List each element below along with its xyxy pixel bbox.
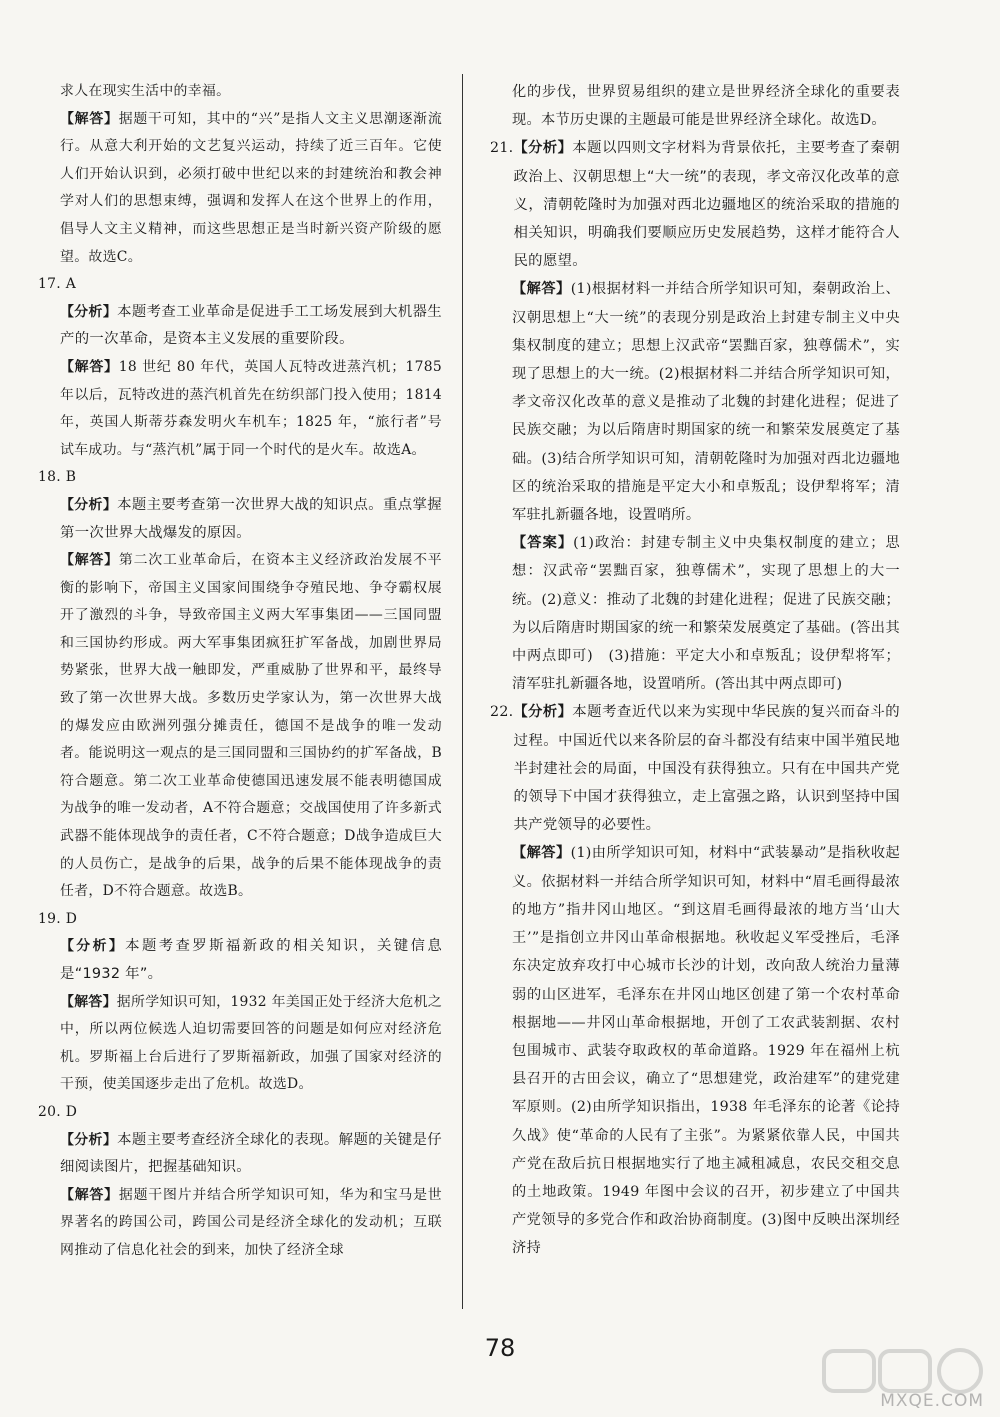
analysis-text: 本题考查工业革命是促进手工工场发展到大机器生产的一次革命，是资本主义发展的重要阶段。: [60, 303, 442, 348]
analysis-label: 【分析】: [513, 704, 573, 721]
answer-text: 第二次工业革命后，在资本主义经济政治发展不平衡的影响下，帝国主义国家间围绕争夺殖民地、争夺霸权展开了激烈的斗争，导致帝国主义两大军事集团——三国同盟和三国协约形成。两大军事集团疯狂扩军备战，加剧世界局势紧张，世界大战一触即发，严重威胁了世界和平，最终导致了第一次世界大战。多数历史学家认为，第一次世界大战的爆发应由欧洲列强分摊责任，德国不是战争的唯一发动者。能说明这一观点的是三国同盟和三国协约的扩军备战，B符合题意。第二次工业革命使德国迅速发展不能表明德国成为战争的唯一发动者，A不符合题意；交战国使用了许多新式武器不能体现战争的责任者，C不符合题意；D战争造成巨大的人员伤亡，是战争的后果，战争的后果不能体现战争的责任者，D不符合题意。故选B。: [60, 552, 443, 900]
answer-text: (1)由所学知识可知，材料中“武装暴动”是指秋收起义。依据材料一并结合所学知识可知，材料中“眉毛画得最浓的地方”指井冈山地区。“到这眉毛画得最浓的地方当‘山大王’”是指创立井冈山革命根据地。秋收起义军受挫后，毛泽东决定放弃攻打中心城市长沙的计划，改向敌人统治力量薄弱的山区进军，毛泽东在井冈山地区创建了第一个农村革命根据地——井冈山革命根据地，开创了工农武装割据、农村包围城市、武装夺取政权的革命道路。1929 年在福州上杭县召开的古田会议，确立了“思想建党，政治建军”的建党建军原则。(2)由所学知识指出，1938 年毛泽东的论著《论持久战》使“革命的人民有了主张”。为紧紧依靠人民，中国共产党在敌后抗日根据地实行了地主减租减息，农民交租交息的土地政策。1949 年图中会议的召开，初步建立了中国共产党领导的多党合作和政治协商制度。(3)图中反映出深圳经济持: [512, 845, 901, 1257]
analysis-text: 本题考查罗斯福新政的相关知识，关键信息是“1932 年”。: [60, 938, 443, 982]
answer-text: (1)政治：封建专制主义中央集权制度的建立；思想：汉武帝“罢黜百家，独尊儒术”，实现了思想上的大一统。(2)意义：推动了北魏的封建化进程；促进了民族交融；为以后隋唐时期国家的统一和繁荣发展奠定了基础。(答出其中两点即可) (3)措施：平定大小和卓叛乱；设伊犁将军；清军驻扎新疆各地，设置哨所。(答出其中两点即可): [512, 535, 901, 693]
question-number: 22.: [490, 704, 514, 721]
question-number: 19. D: [38, 910, 78, 927]
analysis-label: 【分析】: [60, 303, 118, 320]
answer-label: 【答案】: [512, 535, 574, 552]
answer-text: 据题干可知，其中的“兴”是指人文主义思潮逐渐流行。从意大利开始的文艺复兴运动，持续了近三百年。它使人们开始认识到，必须打破中世纪以来的封建统治和教会神学对人们的思想束缚，强调和发挥人在这个世界上的作用，倡导人文主义精神，而这些思想正是当时新兴资产阶级的愿望。故选C。: [60, 110, 443, 265]
page-number: 78: [484, 1334, 516, 1362]
analysis-paragraph: [513, 134, 900, 275]
analysis-label: 【分析】: [60, 938, 126, 955]
answer-label: 【解答】: [512, 845, 571, 862]
left-column: [38, 78, 442, 1265]
answer-paragraph: 求人在现实生活中的幸福。: [60, 83, 231, 99]
question-number: 20. D: [38, 1103, 78, 1120]
answer-paragraph: [38, 989, 442, 1099]
analysis-label: 【分析】: [60, 1131, 118, 1148]
analysis-label: 【分析】: [513, 140, 573, 157]
question-analysis-row: [490, 698, 900, 839]
answer-text: (1)根据材料一并结合所学知识可知，秦朝政治上、汉朝思想上“大一统”的表现分别是政治上封建专制主义中央集权制度的建立；思想上汉武帝“罢黜百家，独尊儒术”，实现了思想上的大一统。(2)根据材料二并结合所学知识可知，孝文帝汉化改革的意义是推动了北魏的封建化进程；促进了民族交融；为以后隋唐时期国家的统一和繁荣发展奠定了基础。(3)结合所学知识可知，清朝乾隆时为加强对西北边疆地区的统治采取的措施是平定大小和卓叛乱；设伊犁将军；清军驻扎新疆各地，设置哨所。: [512, 281, 900, 524]
question-number: 18. B: [38, 469, 77, 486]
answer-label: 【解答】: [60, 993, 117, 1010]
answer-label: 【解答】: [60, 358, 119, 375]
answer-label: 【解答】: [512, 281, 571, 298]
analysis-text: 本题以四则文字材料为背景依托，主要考查了秦朝政治上、汉朝思想上“大一统”的表现，孝文帝汉化改革的意义，清朝乾隆时为加强对西北边疆地区的统治采取的措施的相关知识，明确我们要顺应历史发展趋势，这样才能符合人民的愿望。: [513, 140, 900, 270]
answer-label: 【解答】: [60, 1186, 119, 1203]
right-column: [490, 78, 900, 1263]
question-analysis-row: [490, 134, 900, 275]
analysis-paragraph: [38, 933, 442, 988]
analysis-label: 【分析】: [60, 496, 118, 513]
answer-paragraph: [38, 547, 442, 906]
answer-paragraph: [490, 839, 900, 1262]
answer-label: 【解答】: [60, 110, 119, 127]
question-number: 17. A: [38, 276, 77, 293]
answer-text: 据题干图片并结合所学知识可知，华为和宝马是世界著名的跨国公司，跨国公司是经济全球化的发动机；互联网推动了信息化社会的到来，加快了经济全球: [60, 1186, 443, 1258]
analysis-text: 本题主要考查经济全球化的表现。解题的关键是仔细阅读图片，把握基础知识。: [60, 1131, 442, 1176]
analysis-text: 本题主要考查第一次世界大战的知识点。重点掌握第一次世界大战爆发的原因。: [60, 496, 442, 541]
answer-paragraph: [38, 106, 442, 272]
analysis-paragraph: [38, 492, 442, 547]
answer-paragraph: [490, 275, 900, 529]
analysis-paragraph: [513, 698, 900, 839]
answer-paragraph: 化的步伐，世界贸易组织的建立是世界经济全球化的重要表现。本节历史课的主题最可能是世界经济全球化。故选D。: [512, 84, 900, 129]
analysis-text: 本题考查近代以来为实现中华民族的复兴而奋斗的过程。中国近代以来各阶层的奋斗都没有结束中国半殖民地半封建社会的局面，中国没有获得独立。只有在中国共产党的领导下中国才获得独立，走上富强之路，认识到坚持中国共产党领导的必要性。: [513, 704, 900, 834]
analysis-paragraph: [38, 1127, 442, 1182]
analysis-paragraph: [38, 299, 442, 354]
column-divider: [462, 74, 463, 1309]
answer-text: 据所学知识可知，1932 年美国正处于经济大危机之中，所以两位候选人迫切需要回答的问题是如何应对经济危机。罗斯福上台后进行了罗斯福新政，加强了国家对经济的干预，使美国逐步走出了危机。故选D。: [60, 993, 442, 1093]
answer-label: 【解答】: [60, 552, 119, 569]
answer-paragraph: [38, 1182, 442, 1265]
watermark-text: MXQE.COM: [880, 1391, 984, 1411]
question-number: 21.: [490, 140, 514, 157]
answer-text: 18 世纪 80 年代，英国人瓦特改进蒸汽机；1785 年以后，瓦特改进的蒸汽机首先在纺织部门投入使用；1814 年，英国人斯蒂芬森发明火车机车；1825 年，“旅行者”号试车成功。与“蒸汽机”属于同一个时代的是火车。故选A。: [60, 358, 442, 458]
answer-paragraph: [38, 354, 442, 464]
answer-paragraph: [490, 529, 900, 698]
